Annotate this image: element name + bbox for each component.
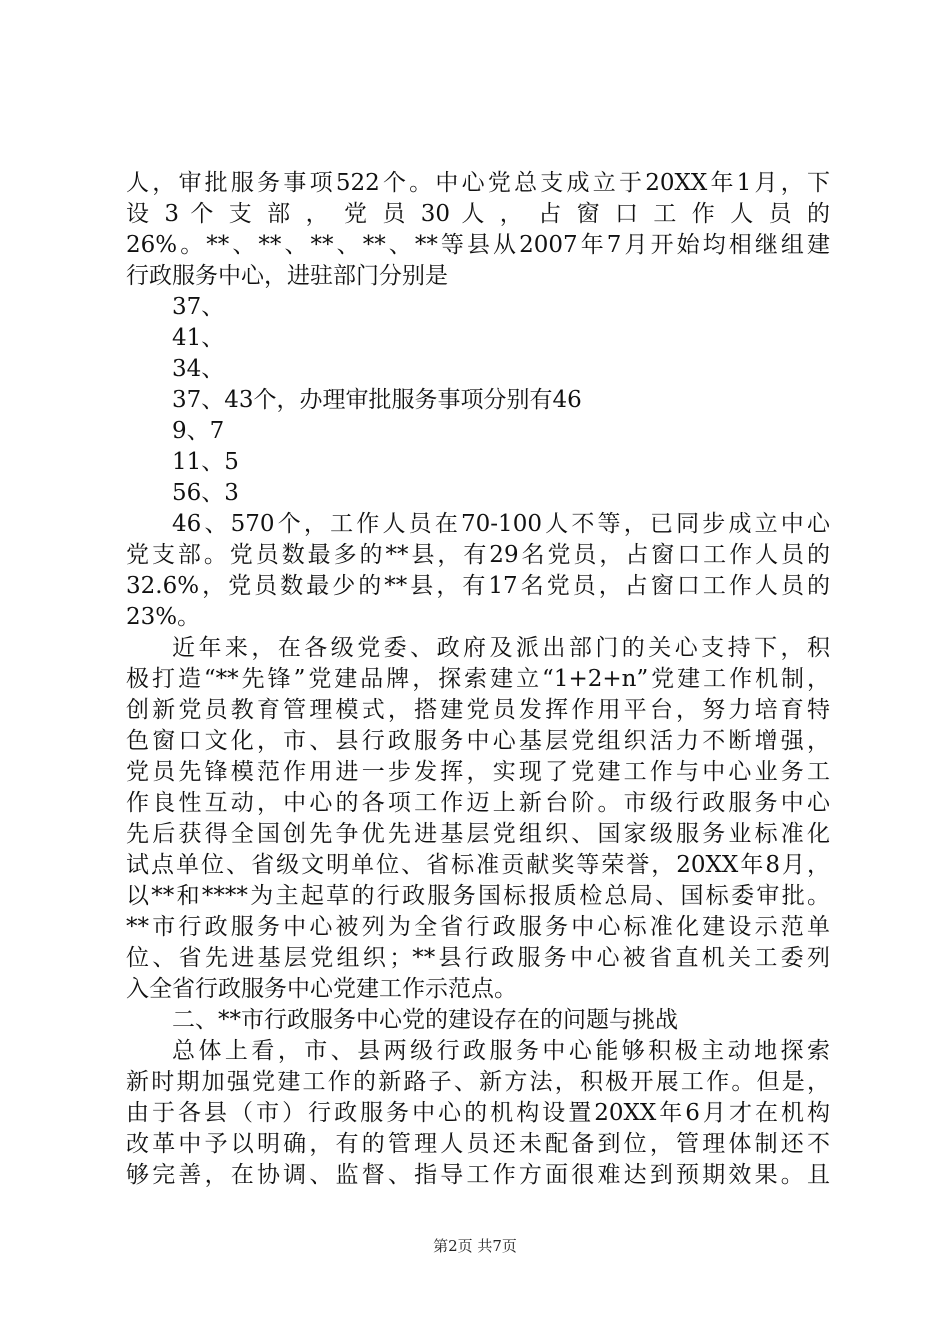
text-line: 创新党员教育管理模式，搭建党员发挥作用平台，努力培育特 — [126, 697, 830, 723]
section-heading: 二、**市行政服务中心党的建设存在的问题与挑战 — [172, 1007, 678, 1033]
text-line: 极打造“**先锋”党建品牌，探索建立“1+2+n”党建工作机制， — [126, 666, 830, 692]
text-line: **市行政服务中心被列为全省行政服务中心标准化建设示范单 — [126, 914, 830, 940]
text-line: 37、43个，办理审批服务事项分别有46 — [172, 387, 582, 413]
page-footer: 第2页 共7页 — [433, 1237, 517, 1255]
text-line: 23%。 — [126, 604, 201, 630]
text-line: 近年来，在各级党委、政府及派出部门的关心支持下，积 — [172, 635, 830, 661]
text-line: 新时期加强党建工作的新路子、新方法，积极开展工作。但是， — [126, 1069, 830, 1095]
text-line: 改革中予以明确，有的管理人员还未配备到位，管理体制还不 — [126, 1131, 830, 1157]
text-line: 入全省行政服务中心党建工作示范点。 — [126, 976, 517, 1002]
text-line: 26%。**、**、**、**、**等县从2007年7月开始均相继组建 — [126, 232, 830, 258]
text-line: 56、3 — [172, 480, 239, 506]
text-line: 党员先锋模范作用进一步发挥，实现了党建工作与中心业务工 — [126, 759, 830, 785]
text-line: 总体上看，市、县两级行政服务中心能够积极主动地探索 — [172, 1038, 830, 1064]
text-line: 试点单位、省级文明单位、省标准贡献奖等荣誉，20XX年8月， — [126, 852, 830, 878]
text-line: 先后获得全国创先争优先进基层党组织、国家级服务业标准化 — [126, 821, 830, 847]
text-line: 党支部。党员数最多的**县，有29名党员，占窗口工作人员的 — [126, 542, 830, 568]
text-line: 41、 — [172, 325, 225, 351]
text-line: 位、省先进基层党组织；**县行政服务中心被省直机关工委列 — [126, 945, 830, 971]
text-line: 够完善，在协调、监督、指导工作方面很难达到预期效果。且 — [126, 1162, 830, 1188]
text-line: 设 3 个 支 部 ， 党 员 30 人 ， 占 窗 口 工 作 人 员 的 — [126, 201, 830, 227]
text-line: 由于各县（市）行政服务中心的机构设置20XX年6月才在机构 — [126, 1100, 830, 1126]
text-line: 9、7 — [172, 418, 225, 444]
text-line: 34、 — [172, 356, 225, 382]
text-line: 色窗口文化，市、县行政服务中心基层党组织活力不断增强， — [126, 728, 830, 754]
text-line: 46、570个，工作人员在70-100人不等，已同步成立中心 — [172, 511, 830, 537]
text-line: 32.6%，党员数最少的**县，有17名党员，占窗口工作人员的 — [126, 573, 830, 599]
text-line: 行政服务中心，进驻部门分别是 — [126, 263, 448, 289]
text-line: 以**和****为主起草的行政服务国标报质检总局、国标委审批。 — [126, 883, 830, 909]
text-line: 37、 — [172, 294, 225, 320]
text-line: 作良性互动，中心的各项工作迈上新台阶。市级行政服务中心 — [126, 790, 830, 816]
text-line: 11、5 — [172, 449, 239, 475]
document-body — [126, 168, 830, 1191]
text-line: 人，审批服务事项522个。中心党总支成立于20XX年1月，下 — [126, 170, 830, 196]
